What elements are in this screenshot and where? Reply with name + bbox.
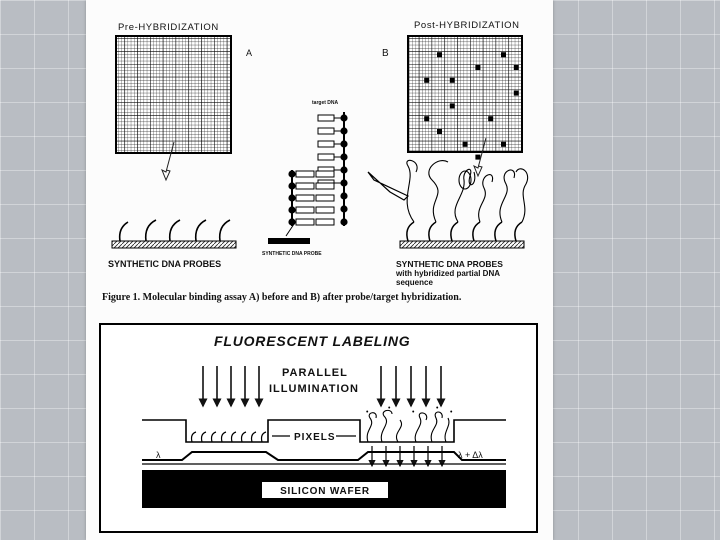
hybridized-sequence-label: with hybridized partial DNA	[396, 269, 501, 278]
hybridized-spot	[514, 91, 519, 96]
lambda-label: λ	[156, 450, 161, 460]
nucleotide-node	[288, 170, 295, 177]
base-block	[296, 183, 314, 189]
base-block	[316, 195, 334, 201]
hybridized-spot	[450, 103, 455, 108]
nucleotide-node	[288, 194, 295, 201]
nucleotide-node	[340, 179, 347, 186]
nucleotide-node	[288, 206, 295, 213]
base-block	[318, 115, 334, 121]
base-block	[296, 195, 314, 201]
svg-text:•: •	[366, 409, 369, 416]
base-block	[318, 141, 334, 147]
synthetic-probe-center-label: SYNTHETIC DNA PROBE	[262, 251, 322, 257]
pixels-label: PIXELS	[294, 432, 336, 443]
zoom-hollow-arrow	[368, 172, 408, 200]
illumination-label-2: ILLUMINATION	[269, 383, 360, 395]
figure-1-caption: Figure 1. Molecular binding assay A) before and B) after probe/target hybridization.	[102, 292, 462, 303]
center-molecule-diagram	[262, 100, 348, 257]
base-block	[316, 183, 334, 189]
sequence-label: sequence	[396, 278, 433, 287]
figure-2	[100, 324, 537, 532]
nucleotide-node	[288, 182, 295, 189]
base-block	[316, 171, 334, 177]
nucleotide-node	[340, 127, 347, 134]
nucleotide-node	[340, 192, 347, 199]
hybridized-spot	[475, 65, 480, 70]
hybridized-spot	[450, 78, 455, 83]
hybridized-spot	[475, 155, 480, 160]
pre-hybridization-array	[116, 36, 231, 153]
hybridized-spot	[424, 116, 429, 121]
nucleotide-node	[288, 218, 295, 225]
panel-a-label: A	[246, 48, 253, 58]
document-page	[86, 0, 553, 540]
figure-canvas	[86, 0, 553, 540]
nucleotide-node	[340, 114, 347, 121]
fluorescent-labeling-title: FLUORESCENT LABELING	[214, 333, 411, 349]
nucleotide-node	[340, 166, 347, 173]
hybridized-spot	[488, 116, 493, 121]
svg-text:•: •	[450, 409, 453, 416]
figure-1	[108, 20, 528, 287]
lambda-shift-label: λ + Δλ	[458, 450, 483, 460]
silicon-wafer-label: SILICON WAFER	[280, 486, 370, 497]
svg-text:•: •	[388, 405, 391, 412]
target-dna-label: target DNA	[312, 100, 339, 106]
left-substrate	[112, 220, 236, 248]
post-hybridization-array	[408, 36, 522, 160]
base-block	[318, 128, 334, 134]
hybridized-spot	[501, 52, 506, 57]
nucleotide-node	[340, 205, 347, 212]
synthetic-probes-left-label: SYNTHETIC DNA PROBES	[108, 259, 222, 269]
nucleotide-node	[340, 140, 347, 147]
svg-text:•: •	[436, 405, 439, 412]
hybridized-spot	[424, 78, 429, 83]
nucleotide-node	[340, 218, 347, 225]
svg-text:•: •	[412, 409, 415, 416]
panel-b-label: B	[382, 48, 389, 59]
base-block	[316, 207, 334, 213]
base-block	[296, 171, 314, 177]
hybridized-spot	[501, 142, 506, 147]
hybridized-spot	[437, 129, 442, 134]
hybridized-spot	[437, 52, 442, 57]
synthetic-probes-right-label: SYNTHETIC DNA PROBES	[396, 259, 503, 269]
base-block	[318, 154, 334, 160]
hybridized-spot	[514, 65, 519, 70]
illumination-label-1: PARALLEL	[282, 367, 348, 379]
right-substrate	[400, 160, 528, 248]
hybridized-spot	[463, 142, 468, 147]
pre-hybridization-title: Pre-HYBRIDIZATION	[118, 22, 219, 33]
base-block	[316, 219, 334, 225]
base-block	[296, 219, 314, 225]
base-block	[296, 207, 314, 213]
nucleotide-node	[340, 153, 347, 160]
post-hybridization-title: Post-HYBRIDIZATION	[414, 20, 520, 31]
